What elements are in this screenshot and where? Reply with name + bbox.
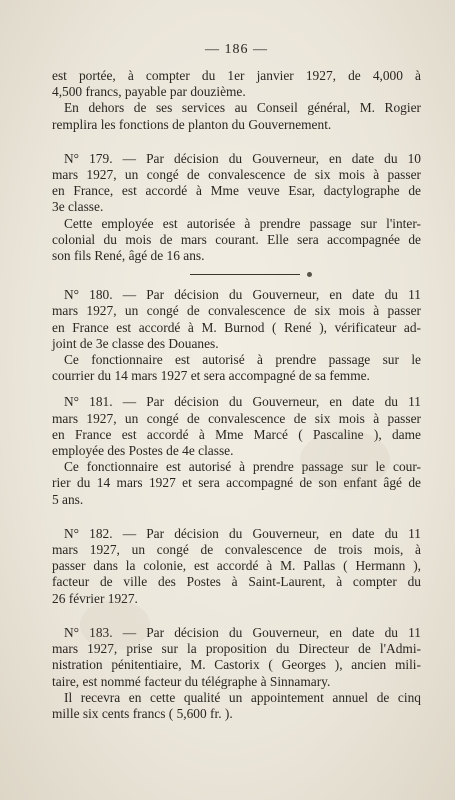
text-line: N° 182. — Par décision du Gouverneur, en date du 11 (64, 525, 421, 541)
text-line: Ce fonctionnaire est autorisé à prendre passage sur le cour- (64, 459, 421, 475)
paragraph-salary (52, 68, 421, 100)
text-line: 4,500 francs, payable par douzième. (52, 84, 246, 100)
text-line: Il recevra en cette qualité un appointement annuel de cinq (64, 689, 421, 705)
paragraph-179-passage (52, 216, 421, 265)
text-line: taire, est nommé facteur du télégraphe à Sinnamary. (52, 673, 331, 689)
paragraph-rogier (52, 100, 421, 132)
text-line: 3e classe. (52, 199, 104, 215)
page-number: — 186 — (205, 42, 268, 57)
text-line: N° 180. — Par décision du Gouverneur, en date du 11 (64, 287, 421, 303)
text-line: Ce fonctionnaire est autorisé à prendre passage sur le (64, 352, 421, 368)
decision-179 (52, 151, 421, 216)
text-line: mars 1927, un congé de convalescence de six mois à passer (52, 167, 421, 183)
paragraph-180-passage (52, 352, 421, 384)
text-line: remplira les fonctions de planton du Gouvernement. (52, 116, 332, 132)
text-line: 5 ans. (52, 491, 84, 507)
text-line: courrier du 14 mars 1927 et sera accompagné de sa femme. (52, 368, 370, 384)
text-line: mars 1927, un congé de convalescence de six mois à passer (52, 410, 421, 426)
decision-180 (52, 287, 421, 352)
text-line: 26 février 1927. (52, 590, 138, 606)
text-line: mars 1927, un congé de convalescence de six mois à passer (52, 303, 421, 319)
text-line: en France, est accordé à Mme veuve Esar, dactylographe de (52, 183, 421, 199)
text-line: N° 179. — Par décision du Gouverneur, en date du 10 (64, 150, 421, 166)
text-line: mille six cents francs ( 5,600 fr. ). (52, 705, 233, 721)
text-line: colonial du mois de mars courant. Elle sera accompagnée de (52, 231, 421, 247)
section-divider (190, 274, 300, 275)
text-line: rier du 14 mars 1927 et sera accompagné de son enfant âgé de (52, 475, 421, 491)
text-line: Cette employée est autorisée à prendre passage sur l'inter- (64, 215, 421, 231)
text-line: En dehors de ses services au Conseil général, M. Rogier (64, 100, 421, 116)
text-line: son fils René, âgé de 16 ans. (52, 248, 205, 264)
text-line: en France est accordé à Mme Marcé ( Pascaline ), dame (52, 426, 421, 442)
decision-182 (52, 526, 421, 607)
text-line: employée des Postes de 4e classe. (52, 443, 234, 459)
text-line: N° 183. — Par décision du Gouverneur, en date du 11 (64, 624, 421, 640)
text-line: passer dans la colonie, est accordé à M. Pallas ( Hermann ), (52, 558, 421, 574)
text-line: N° 181. — Par décision du Gouverneur, en date du 11 (64, 394, 421, 410)
text-line: facteur de ville des Postes à Saint-Laurent, à compter du (52, 574, 421, 590)
text-line: mars 1927, un congé de convalescence de trois mois, à (52, 542, 421, 558)
text-line: joint de 3e classe des Douanes. (52, 335, 219, 351)
paper-stain (300, 430, 390, 490)
paragraph-183-salary (52, 690, 421, 722)
paper-stain (80, 600, 150, 650)
text-line: nistration pénitentiaire, M. Castorix ( Georges ), ancien mili- (52, 657, 421, 673)
text-line: en France est accordé à M. Burnod ( René ), vérificateur ad- (52, 319, 421, 335)
text-line: est portée, à compter du 1er janvier 1927, de 4,000 à (52, 68, 421, 83)
text-line: mars 1927, prise sur la proposition du Directeur de l'Admi- (52, 641, 421, 657)
